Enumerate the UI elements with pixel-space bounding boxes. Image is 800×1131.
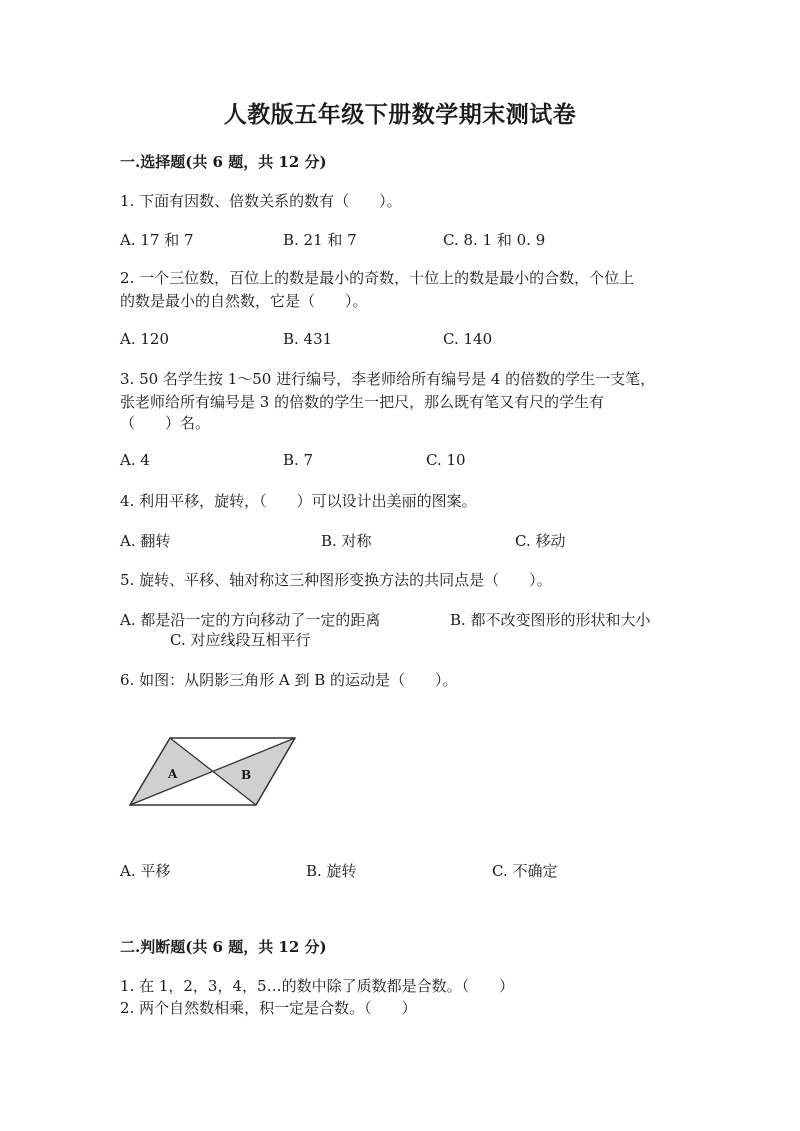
question-1-text: 1. 下面有因数、倍数关系的数有（ ）。 [120, 192, 402, 210]
question-5-option-a: A. 都是沿一定的方向移动了一定的距离 [120, 611, 381, 629]
section-heading-judgement: 二.判断题(共 6 题，共 12 分) [120, 938, 327, 956]
parallelogram-figure [125, 733, 305, 809]
question-4-option-c: C. 移动 [515, 532, 566, 550]
question-6-option-b: B. 旋转 [306, 862, 357, 880]
question-2-text-line-2: 的数是最小的自然数，它是（ ）。 [120, 292, 368, 310]
question-4-option-a: A. 翻转 [120, 532, 171, 550]
question-1-option-c: C. 8. 1 和 0. 9 [443, 231, 546, 249]
judgement-item-1: 1. 在 1，2，3，4，5…的数中除了质数都是合数。（ ） [120, 977, 515, 995]
question-2-option-b: B. 431 [283, 330, 333, 348]
question-4-option-b: B. 对称 [321, 532, 372, 550]
question-5-text: 5. 旋转、平移、轴对称这三种图形变换方法的共同点是（ ）。 [120, 571, 552, 589]
question-3-text-line-2: 张老师给所有编号是 3 的倍数的学生一把尺，那么既有笔又有尺的学生有 [120, 393, 605, 411]
triangle-b-shape [213, 738, 295, 805]
question-6-option-c: C. 不确定 [492, 862, 558, 880]
judgement-item-2: 2. 两个自然数相乘，积一定是合数。（ ） [120, 999, 417, 1017]
question-3-text-line-1: 3. 50 名学生按 1～50 进行编号，李老师给所有编号是 4 的倍数的学生一支笔， [120, 370, 656, 388]
question-5-option-b: B. 都不改变图形的形状和大小 [450, 611, 651, 629]
triangle-a-label: A [168, 767, 178, 781]
question-2-option-c: C. 140 [443, 330, 493, 348]
question-1-option-b: B. 21 和 7 [283, 231, 357, 249]
page-title: 人教版五年级下册数学期末测试卷 [223, 101, 577, 128]
question-4-text: 4. 利用平移，旋转，（ ）可以设计出美丽的图案。 [120, 492, 477, 510]
question-3-option-b: B. 7 [283, 451, 314, 469]
question-2-option-a: A. 120 [120, 330, 169, 348]
question-3-text-line-3: （ ）名。 [120, 414, 211, 432]
question-6-option-a: A. 平移 [120, 862, 171, 880]
question-1-option-a: A. 17 和 7 [120, 231, 194, 249]
section-heading-choice: 一.选择题(共 6 题，共 12 分) [120, 153, 327, 171]
triangle-b-label: B [241, 768, 252, 782]
question-3-option-a: A. 4 [120, 451, 150, 469]
question-2-text-line-1: 2. 一个三位数，百位上的数是最小的奇数，十位上的数是最小的合数，个位上 [120, 269, 635, 287]
question-6-text: 6. 如图：从阴影三角形 A 到 B 的运动是（ ）。 [120, 671, 458, 689]
question-5-option-c: C. 对应线段互相平行 [170, 631, 311, 649]
question-3-option-c: C. 10 [426, 451, 466, 469]
